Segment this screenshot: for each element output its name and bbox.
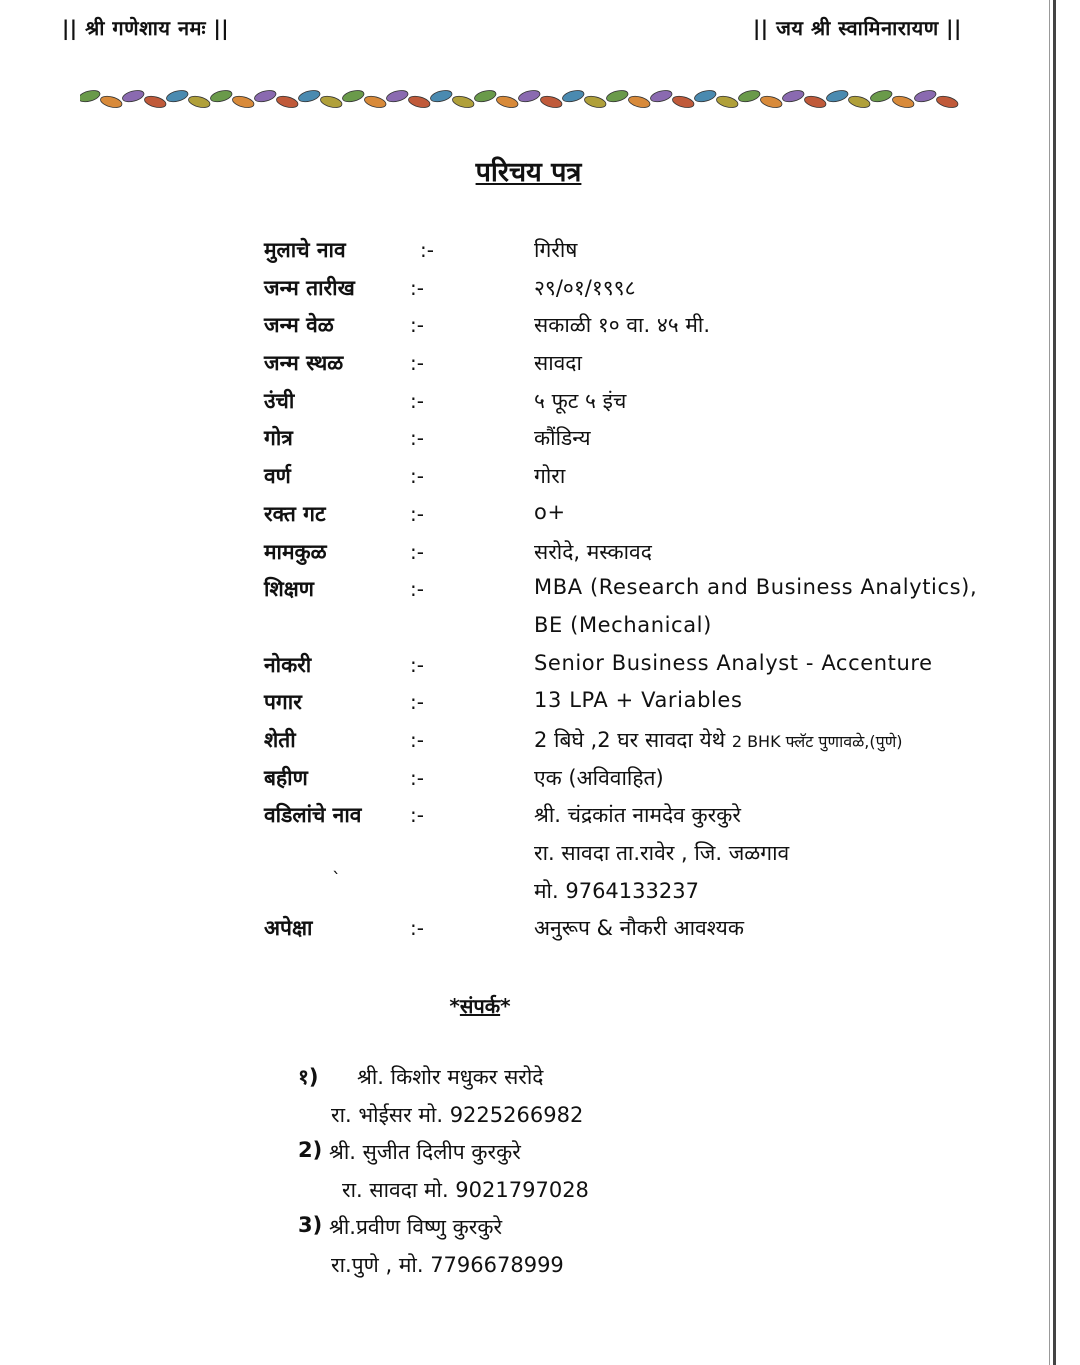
detail-row — [0, 795, 1050, 833]
leaf-shape — [297, 88, 321, 103]
leaf-shape — [80, 88, 101, 103]
leaf-shape — [363, 94, 387, 109]
detail-value-text: Senior Business Analyst - Accenture — [534, 650, 933, 675]
contact-star-left: * — [449, 994, 460, 1018]
leaf-shape — [473, 88, 497, 103]
contact-name: श्री.प्रवीण विष्णु कुरकुरे — [329, 1215, 503, 1239]
leaf-shape — [275, 94, 299, 109]
detail-value — [534, 424, 591, 452]
detail-label: शेती — [264, 727, 296, 752]
leaf-shape — [825, 88, 849, 103]
detail-label: वर्ण — [264, 464, 291, 489]
leaf-shape — [583, 94, 607, 109]
detail-row — [0, 645, 1050, 683]
detail-value — [534, 236, 577, 264]
details-list — [0, 230, 1050, 946]
leaf-shape — [143, 94, 167, 109]
contact-address: रा. भोईसर मो. 9225266982 — [331, 1103, 584, 1127]
detail-label: जन्म वेळ — [264, 313, 334, 338]
contact-item — [298, 1138, 521, 1164]
detail-label: बहीण — [264, 765, 308, 790]
leaf-shape — [253, 88, 277, 103]
leaf-shape — [693, 88, 717, 103]
detail-row — [0, 532, 1050, 570]
detail-separator: :- — [410, 803, 424, 828]
leaf-shape — [495, 94, 519, 109]
detail-row — [0, 758, 1050, 796]
detail-separator: :- — [410, 727, 424, 752]
detail-row — [0, 868, 1050, 909]
detail-value — [534, 877, 699, 905]
header-right: || जय श्री स्वामिनारायण || — [753, 16, 962, 40]
contact-address: रा. सावदा मो. 9021797028 — [342, 1178, 589, 1202]
detail-value — [534, 575, 977, 599]
detail-value-text: मो. 9764133237 — [534, 878, 699, 903]
detail-value — [534, 349, 582, 377]
detail-value-text: 2 बिघे ,2 घर सावदा येथे — [534, 727, 726, 752]
leaf-shape — [913, 88, 937, 103]
stray-mark: ` — [332, 868, 341, 890]
detail-separator: :- — [410, 690, 424, 715]
leaf-border-decoration — [80, 84, 972, 114]
detail-label: गोत्र — [264, 426, 293, 451]
detail-row — [0, 569, 1050, 607]
detail-value-text: ५ फूट ५ इंच — [534, 388, 627, 413]
leaf-shape — [209, 88, 233, 103]
detail-separator: :- — [410, 501, 424, 526]
detail-row — [0, 607, 1050, 645]
contact-item — [298, 1213, 503, 1239]
leaf-shape — [649, 88, 673, 103]
leaf-shape — [319, 94, 343, 109]
leaf-shape — [671, 94, 695, 109]
detail-value-text: एक (अविवाहित) — [534, 765, 664, 790]
detail-value — [534, 274, 636, 302]
detail-row — [0, 305, 1050, 343]
leaf-shape — [341, 88, 365, 103]
leaf-shape — [869, 88, 893, 103]
detail-separator: :- — [410, 464, 424, 489]
contact-address: रा.पुणे , मो. 7796678999 — [331, 1253, 564, 1277]
detail-row — [0, 682, 1050, 720]
contact-number: 3) — [298, 1213, 323, 1237]
detail-value-text: BE (Mechanical) — [534, 612, 712, 637]
detail-label: शिक्षण — [264, 577, 314, 602]
contact-name: श्री. सुजीत दिलीप कुरकुरे — [329, 1140, 521, 1164]
leaf-shape — [385, 88, 409, 103]
leaf-shape — [781, 88, 805, 103]
detail-separator: :- — [410, 539, 424, 564]
leaf-shape — [407, 94, 431, 109]
detail-value-text: सकाळी १० वा. ४५ मी. — [534, 313, 711, 338]
page-title: परिचय पत्र — [475, 157, 582, 188]
contact-number: 2) — [298, 1138, 323, 1162]
page-edge-line — [1053, 0, 1056, 1365]
detail-value-small: 2 BHK फ्लॅट पुणावळे,(पुणे) — [731, 731, 903, 751]
detail-label: वडिलांचे नाव — [264, 803, 362, 828]
detail-value-text: o+ — [534, 499, 566, 524]
detail-separator: :- — [410, 351, 424, 376]
detail-value-text: गिरीष — [534, 238, 578, 262]
detail-value — [534, 726, 903, 754]
detail-separator: :- — [410, 765, 424, 790]
detail-row — [0, 833, 1050, 871]
leaf-shape — [451, 94, 475, 109]
leaf-shape — [605, 88, 629, 103]
detail-value — [534, 387, 626, 415]
leaf-shape — [121, 88, 145, 103]
detail-row — [0, 381, 1050, 419]
detail-value-text: गोरा — [534, 464, 566, 489]
leaf-shape — [429, 88, 453, 103]
detail-value-text: अनुरूप & नौकरी आवश्यक — [534, 916, 744, 941]
leaf-shape — [715, 94, 739, 109]
detail-value-text: सरोदे, मस्कावद — [534, 539, 652, 564]
contact-item — [298, 1063, 544, 1091]
detail-value-text: MBA (Research and Business Analytics), — [534, 575, 978, 600]
detail-value-text: सावदा — [534, 351, 582, 376]
detail-label: रक्त गट — [264, 501, 326, 526]
detail-label: अपेक्षा — [264, 916, 313, 941]
detail-value — [534, 462, 565, 490]
leaf-shape — [187, 94, 211, 109]
leaf-shape — [935, 94, 959, 109]
detail-value — [534, 538, 652, 566]
detail-row — [0, 908, 1050, 946]
detail-separator: :- — [410, 916, 424, 941]
detail-value — [534, 764, 664, 792]
leaf-shape — [803, 94, 827, 109]
detail-label: पगार — [264, 690, 302, 715]
detail-value-text: २९/०१/१९९८ — [534, 275, 636, 300]
detail-value — [534, 500, 566, 524]
detail-separator: :- — [410, 426, 424, 451]
contact-star-right: * — [500, 994, 511, 1018]
detail-value — [534, 311, 710, 339]
leaf-shape — [165, 88, 189, 103]
detail-separator: :- — [420, 238, 434, 262]
detail-separator: :- — [410, 275, 424, 300]
contact-name: श्री. किशोर मधुकर सरोदे — [357, 1065, 544, 1089]
detail-row — [0, 268, 1050, 306]
detail-row — [0, 720, 1050, 758]
detail-value — [534, 613, 712, 637]
leaf-shape — [759, 94, 783, 109]
detail-label: मुलाचे नाव — [264, 238, 346, 262]
leaf-shape — [539, 94, 563, 109]
detail-value-text: श्री. चंद्रकांत नामदेव कुरकुरे — [534, 803, 741, 828]
detail-value-text: 13 LPA + Variables — [534, 688, 743, 713]
detail-row — [0, 230, 1050, 268]
detail-label: जन्म तारीख — [264, 275, 355, 300]
detail-separator: :- — [410, 652, 424, 677]
leaf-shape — [627, 94, 651, 109]
detail-value — [534, 914, 744, 942]
detail-row — [0, 343, 1050, 381]
leaf-shape — [99, 94, 123, 109]
header-left: || श्री गणेशाय नमः || — [62, 16, 230, 40]
leaf-shape — [737, 88, 761, 103]
detail-separator: :- — [410, 313, 424, 338]
leaf-shape — [561, 88, 585, 103]
detail-label: उंची — [264, 388, 295, 413]
leaf-shape — [847, 94, 871, 109]
detail-separator: :- — [410, 577, 424, 602]
detail-label: नोकरी — [264, 652, 312, 677]
detail-value-text: कौंडिन्य — [534, 426, 591, 451]
contact-number: १) — [298, 1065, 319, 1089]
detail-row — [0, 418, 1050, 456]
detail-label: जन्म स्थळ — [264, 351, 344, 376]
detail-label: मामकुळ — [264, 539, 327, 564]
detail-row — [0, 456, 1050, 494]
detail-separator: :- — [410, 388, 424, 413]
detail-value — [534, 688, 743, 712]
detail-value — [534, 651, 933, 675]
contact-heading — [0, 992, 960, 1019]
leaf-shape — [891, 94, 915, 109]
contact-heading-text: संपर्क — [459, 994, 501, 1018]
detail-row — [0, 494, 1050, 532]
leaf-shape — [517, 88, 541, 103]
detail-value — [534, 801, 741, 829]
detail-value — [534, 839, 789, 867]
leaf-shape — [231, 94, 255, 109]
detail-value-text: रा. सावदा ता.रावेर , जि. जळगाव — [534, 841, 790, 865]
